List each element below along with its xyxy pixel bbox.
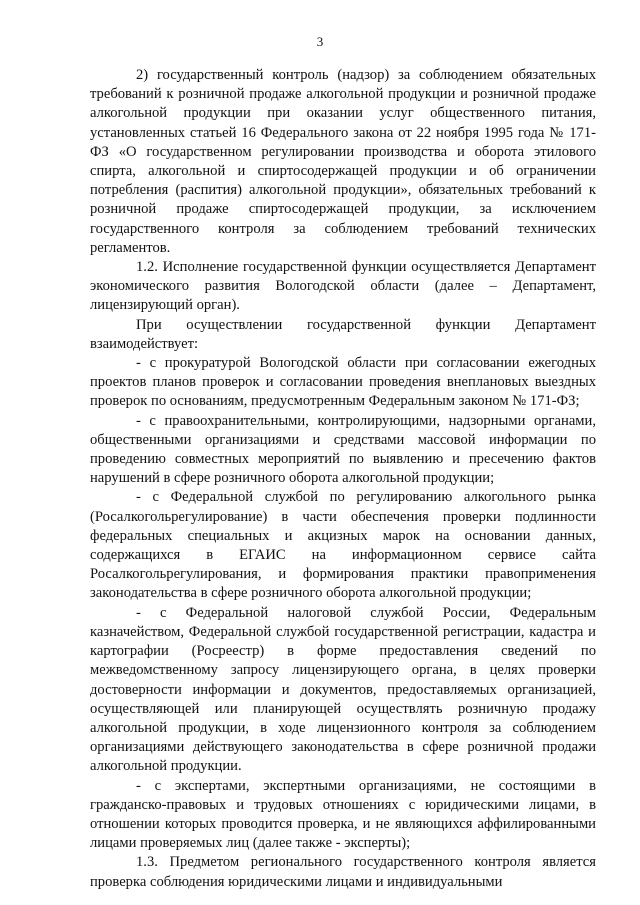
page-number: 3 xyxy=(316,34,324,49)
list-item-law-enforcement: - с правоохранительными, контролирующими, надзорными органами, общественными организациями и средствами массовой информации по проведению совместных мероприятий по выявлению и пресечению фактов нарушений в сфере розничного оборота алкогольной продукции; xyxy=(90,412,596,487)
list-item-rosalkogol: - с Федеральной службой по регулированию алкогольного рынка (Росалкогольрегулирование) в части обеспечения проверки подлинности федеральных специальных и акцизных марок на основании данных, содержащихся в ЕГАИС на информационном сервисе сайта Росалкогольрегулирования, и формирования практики правоприменения законодательства в сфере розничного оборота алкогольной продукции; xyxy=(90,489,596,602)
list-item-tax-service: - с Федеральной налоговой службой России, Федеральным казначейством, Федеральной службой государственной регистрации, кадастра и картографии (Росреестр) в форме предоставления сведений по межведомственному запросу лицензирующего органа, в целях проверки достоверности информации и документов, предоставляемых организацией, осуществляющей или планирующей осуществлять розничную продажу алкогольной продукции, в ходе лицензионного контроля за соблюдением организациями действующего законодательства в сфере розничной продажи алкогольной продукции. xyxy=(90,604,596,775)
paragraph-1-3-subject: 1.3. Предметом регионального государственного контроля является проверка соблюдения юридическими лицами и индивидуальными xyxy=(90,854,596,890)
list-item-experts: - с экспертами, экспертными организациями, не состоящими в гражданско-правовых и трудовых отношениях с юридическими лицами, в отношении которых проводится проверка, и не являющихся аффилированными лицами проверяемых лиц (далее также - эксперты); xyxy=(90,777,596,852)
paragraph-state-control-item-2: 2) государственный контроль (надзор) за соблюдением обязательных требований к розничной продаже алкогольной продукции и розничной продаже алкогольной продукции при оказании услуг общественного питания, установленных статьей 16 Федерального закона от 22 ноября 1995 года № 171-ФЗ «О государственном регулировании производства и оборота этилового спирта, алкогольной и спиртосодержащей продукции и об ограничении потребления (распития) алкогольной продукции», обязательных требований к розничной продаже спиртосодержащей продукции, за исключением государственного контроля за соблюдением требований технических регламентов. xyxy=(90,67,596,256)
document-body xyxy=(90,66,596,892)
paragraph-1-2-executor: 1.2. Исполнение государственной функции осуществляется Департамент экономического развития Вологодской области (далее – Департамент, лицензирующий орган). xyxy=(90,259,596,314)
paragraph-interaction-intro: При осуществлении государственной функции Департамент взаимодействует: xyxy=(90,316,596,352)
list-item-prosecutor: - с прокуратурой Вологодской области при согласовании ежегодных проектов планов проверок и согласовании проведения внеплановых выездных проверок по основаниям, предусмотренным Федеральным законом № 171-ФЗ; xyxy=(90,355,596,410)
